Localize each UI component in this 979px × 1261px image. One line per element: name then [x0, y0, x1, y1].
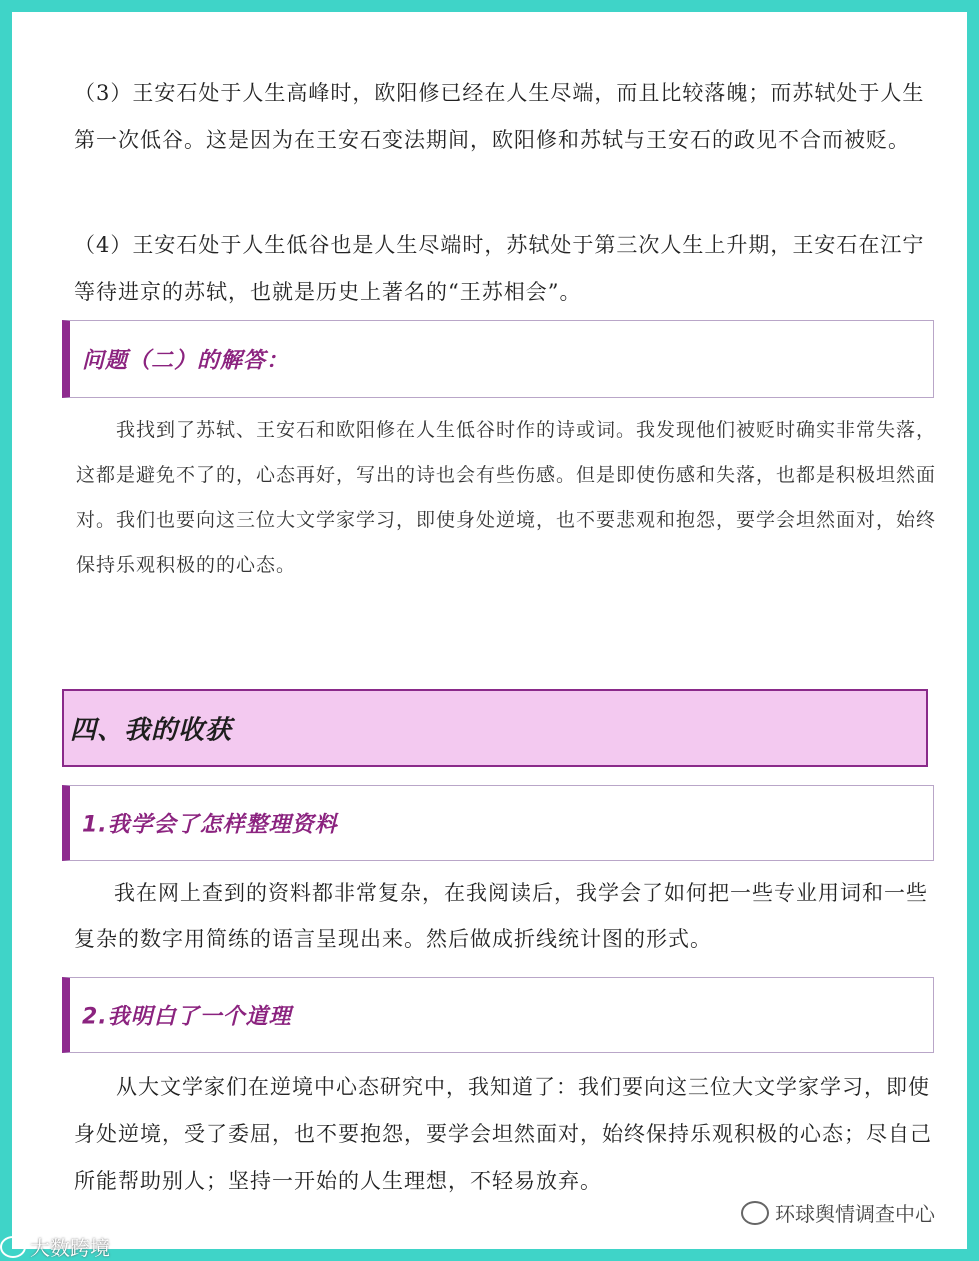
- paragraph-4: （4）王安石处于人生低谷也是人生尽端时，苏轼处于第三次人生上升期，王安石在江宁等待进京的苏轼，也就是历史上著名的“王苏相会”。: [74, 233, 925, 304]
- harvest-1-heading-box: [62, 785, 934, 861]
- document-page: [12, 12, 967, 1249]
- harvest-2-heading: 2.我明白了一个道理: [82, 1004, 292, 1030]
- question-2-heading-box: [62, 320, 934, 398]
- harvest-2-heading-box: [62, 977, 934, 1053]
- watermark-right-text: 环球舆情调查中心: [775, 1202, 935, 1226]
- watermark-left-text: 大数跨境: [30, 1236, 110, 1260]
- section-4-heading: 四、我的收获: [70, 715, 233, 746]
- harvest-1-body: 我在网上查到的资料都非常复杂，在我阅读后，我学会了如何把一些专业用词和一些复杂的数字用简练的语言呈现出来。然后做成折线统计图的形式。: [74, 881, 928, 951]
- brand-logo-icon: [0, 1236, 26, 1258]
- harvest-1-heading: 1.我学会了怎样整理资料: [82, 812, 338, 838]
- watermark-left: [0, 1232, 110, 1261]
- paragraph-3: （3）王安石处于人生高峰时，欧阳修已经在人生尽端，而且比较落魄；而苏轼处于人生第一次低谷。这是因为在王安石变法期间，欧阳修和苏轼与王安石的政见不合而被贬。: [74, 81, 925, 152]
- harvest-2-body: 从大文学家们在逆境中心态研究中，我知道了：我们要向这三位大文学家学习，即使身处逆境，受了委屈，也不要抱怨，要学会坦然面对，始终保持乐观积极的心态；尽自己所能帮助别人；坚持一开始的人生理想，不轻易放弃。: [74, 1075, 932, 1193]
- question-2-heading: 问题（二）的解答：: [82, 348, 290, 374]
- watermark-right: [741, 1198, 935, 1227]
- wechat-icon: [741, 1201, 769, 1225]
- question-2-answer: 我找到了苏轼、王安石和欧阳修在人生低谷时作的诗或词。我发现他们被贬时确实非常失落，这都是避免不了的，心态再好，写出的诗也会有些伤感。但是即使伤感和失落，也都是积极坦然面对。我们也要向这三位大文学家学习，即使身处逆境，也不要悲观和抱怨，要学会坦然面对，始终保持乐观积极的的心态。: [76, 419, 937, 576]
- section-4-heading-box: [62, 689, 928, 767]
